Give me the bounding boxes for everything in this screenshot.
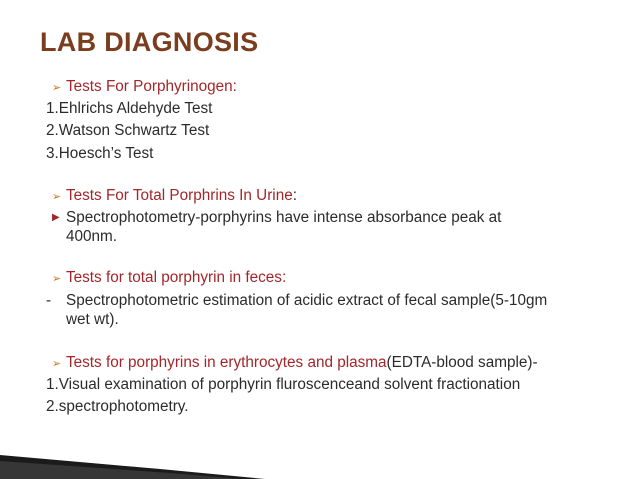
arrowhead-bullet-icon: ➢ bbox=[52, 273, 62, 285]
arrowhead-bullet-icon: ➢ bbox=[52, 191, 62, 203]
dash-bullet: - bbox=[46, 292, 52, 309]
section-heading-feces: Tests for total porphyrin in feces: bbox=[66, 269, 287, 286]
list-item: 2.spectrophotometry. bbox=[46, 398, 189, 415]
arrowhead-bullet-icon: ➢ bbox=[52, 82, 62, 94]
list-item: 1.Ehlrichs Aldehyde Test bbox=[46, 100, 213, 117]
body-text: Spectrophotometry-porphyrins have intense absorbance peak at bbox=[66, 209, 502, 226]
list-item: 1.Visual examination of porphyrin fluroscenceand solvent fractionation bbox=[46, 376, 521, 393]
arrowhead-bullet-icon: ➢ bbox=[52, 358, 62, 370]
section-heading-porphyrinogen: Tests For Porphyrinogen: bbox=[66, 78, 237, 95]
decorative-swoosh bbox=[0, 409, 400, 479]
body-text: wet wt). bbox=[66, 311, 119, 328]
section-heading-erythrocytes: Tests for porphyrins in erythrocytes and plasma(EDTA-blood sample)- bbox=[66, 354, 538, 371]
list-item: 2.Watson Schwartz Test bbox=[46, 122, 210, 139]
list-item: 3.Hoesch’s Test bbox=[46, 145, 154, 162]
body-text: Spectrophotometric estimation of acidic extract of fecal sample(5-10gm bbox=[66, 292, 548, 309]
section-heading-urine: Tests For Total Porphrins In Urine: bbox=[66, 187, 297, 204]
triangle-bullet-icon: ▶ bbox=[52, 212, 60, 223]
body-text: 400nm. bbox=[66, 228, 118, 245]
slide-title: LAB DIAGNOSIS bbox=[40, 27, 259, 57]
